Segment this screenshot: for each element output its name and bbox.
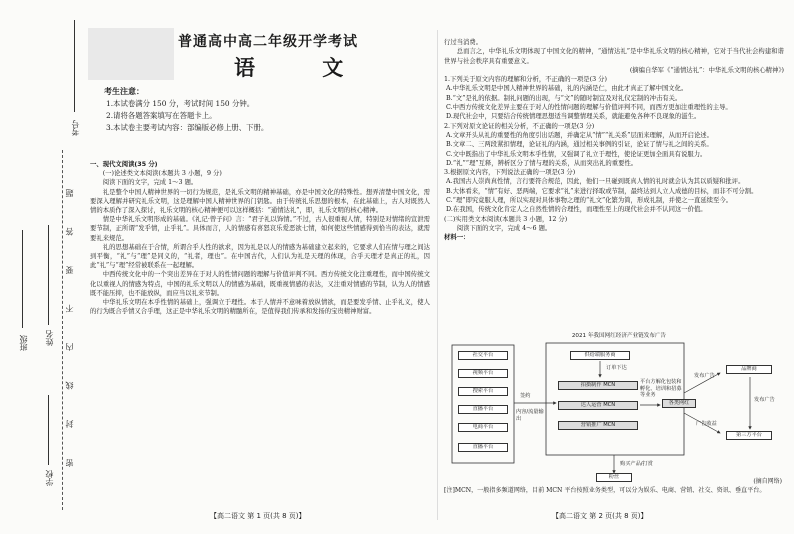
- passage-paragraph: 礼是整个中国人精神世界的一切行为规范，是礼乐文明的精神基础，亦是中国文化的特殊性。想弄清楚中国文化，需要深入理解并研究礼乐文明，这是理解中国人精神世界的门钥匙。由于传统礼乐思想的根本，在此基础上，古人对既然人情的本质作了深入探讨，礼乐文明的核心精神便可以这样概括：“通情达礼”，即，礼乐文明的核心精神。: [90, 188, 430, 215]
- part-instruction: 阅读下面的文字，完成 1～3 题。: [102, 179, 198, 187]
- q2-option-b: B.文章二、三两段紧扣情理，论证礼的内涵，通过相关事例的引证，论证了情与礼之间的关系。: [446, 141, 713, 149]
- question-2: 2.下列对原文论证的相关分析，不正确的一项是(3 分): [444, 122, 595, 130]
- mcn-node: 拍摄制作 MCN: [558, 381, 638, 390]
- platform-node: 社交平台: [458, 351, 508, 360]
- passage-paragraph: 礼的思想基础在于合情，所谓合乎人性的欲求，因为礼是以人的情感为基础建立起来的，它要求人们在情与理之间达到平衡，“礼”与“理”是同义的，“礼者，理也”。在中国古代，人们认为礼是天理的体现，合乎天理才是真正的礼，因此“礼”与“理”经常被联系在一起理解。: [90, 243, 430, 270]
- passage-paragraph: 中西传统文化中的一个突出差异在于对人的性情问题的理解与价值评判不同。西方传统文化注重理性，而中国传统文化以重视人的情感为特点，中国的礼乐文明以人的情感为基础，既重视情感的表达，又注重对情感的节制，认为人的情感既不能压抑，也不能放纵，而应当以礼来节制。: [90, 271, 430, 297]
- industry-chain-diagram: [450, 333, 784, 488]
- q3-option-a: A.我国古人崇尚真性情，言行要符合规范，因此，他们一旦碰到既真人情的礼时就会认为其以质疑和批评。: [446, 178, 745, 186]
- diagram-source: (摘自网络): [753, 478, 782, 485]
- content-output-label: 内容/流量输出: [516, 409, 544, 422]
- seal-line-text: 密 封 线 内 不 要 答 题: [65, 175, 74, 467]
- kaohao-label: 考号: [71, 120, 80, 136]
- seal-dash-line: [62, 150, 63, 510]
- q1-option-a: A.中华礼乐文明是中国人精神世界的基础，礼的内涵是仁，由此才真正了解中国文化。: [446, 85, 688, 93]
- q2-option-d: D.“礼”“理”互释，辨析区分了情与理的关系，从而突出礼的重要性。: [446, 159, 638, 167]
- notice-item: 3.本试卷主要考试内容：部编版必修上册、下册。: [106, 123, 269, 132]
- reading-passage: [90, 160, 430, 316]
- passage-tail: 行过当消费。: [444, 39, 483, 46]
- sign-label: 签约: [520, 393, 531, 399]
- q3-option-c: C.“理”即究竟服人理，所以实现对具体事物之理的“礼文”化繁为简，形成礼制，并使之一直延续至今。: [446, 197, 733, 205]
- supply-service-node: 供给端服务商: [570, 351, 630, 360]
- section-heading: 一、现代文阅读(35 分): [90, 161, 158, 168]
- passage-conclusion: 总而言之，中华礼乐文明体现了中国文化的精神，“通情达礼”是中华礼乐文明的核心精神，它对于当代社会构建和谐世界与社会秩序具有重要意义。: [444, 48, 784, 65]
- passage-paragraph: 情是中华礼乐文明形成的基础。《礼记·曾子问》言：“君子礼以饰情。”不过，古人很重视人情，特别是对情绪的宣泄需要节制，正所谓“发乎情，止乎礼”。具体而言，人的情感有喜怒哀乐爱恶欲七情，如何使这些情感得到恰当的表达，就需要礼来规范。: [90, 216, 430, 242]
- platform-node: 视频平台: [458, 369, 508, 378]
- influencer-node: 各类网红: [662, 399, 696, 408]
- material-label: 材料一：: [444, 234, 470, 242]
- notice-title: 考生注意：: [104, 87, 144, 96]
- question-3: 3.根据原文内容，下列说法正确的一项是(3 分): [444, 169, 576, 177]
- q1-option-b: B.“文”是礼的依据。制礼问题的出现，与“文”的随时制宜及对礼仪定制的冲击有关。: [446, 94, 682, 102]
- q1-option-c: C.中西方传统文化差异主要在于对人的性情问题的理解与价值评判不同，而西方更加注重理性的主导。: [446, 104, 732, 112]
- platform-node: 搜索平台: [458, 387, 508, 396]
- notice-item: 2.请将各题答案填写在答题卡上。: [106, 111, 217, 120]
- incubation-note: 平台方解化包装和孵化、培训和招募等业务: [640, 379, 682, 398]
- xingming-blank: [48, 225, 49, 325]
- page-2: [444, 0, 788, 534]
- passage-paragraph: 中华礼乐文明在本乎性情的基础上，强调立于理性。本于人情并不意味着放纵情欲，而是要发乎情、止乎礼义，使人的行为既合乎情又合乎理，这正是中华礼乐文明的精髓所在，是值得我们传承和发扬的宝贵精神财富。: [90, 299, 430, 316]
- q2-option-a: A.文章开头从礼的重要性的角度引出话题，并确定从“情”“礼关系”层面来理解，从而开启论述。: [446, 131, 713, 139]
- page-divider: [437, 30, 438, 520]
- kaohao-blank: [74, 20, 75, 112]
- binding-gutter: [0, 0, 80, 534]
- part-heading: (一)论述类文本阅读(本题共 3 小题，9 分): [102, 170, 222, 178]
- page-1: [82, 0, 432, 534]
- banji-label: 班级: [19, 335, 28, 351]
- subject-title: 语 文: [234, 55, 374, 80]
- banji-blank: [22, 230, 23, 328]
- questions-area: [444, 38, 784, 243]
- diagram-title: 2021 年我国网红经济产业链发布广告: [571, 333, 667, 339]
- ad-revenue-label: 广告收益: [696, 421, 717, 427]
- q2-option-c: C.文中既指出了中华礼乐文明本乎性情，又强调了礼立于理性，使论证更加全面具有说服力。: [446, 150, 707, 158]
- platform-node: 直播平台: [458, 405, 508, 414]
- q3-option-d: D.在我国，传统文化肯定人之自然性情的合理性，而理性至上的现代社会并不认同这一价值。: [446, 206, 707, 214]
- question-1: 1.下列关于原文内容的理解和分析，不正确的一项是(3 分): [444, 76, 607, 84]
- fans-node: 粉丝: [596, 473, 632, 482]
- brand-node: 品牌商: [726, 365, 772, 374]
- q1-option-d: D.现代社会中，只要结合传统情理思想适当调整情理关系，就能避免各种不良现象的滋生。: [446, 113, 701, 121]
- part2-heading: (二)实用类文本阅读(本题共 3 小题，12 分): [444, 215, 568, 223]
- third-party-node: 第三方平台: [726, 431, 772, 440]
- exam-title: 普通高中高二年级开学考试: [178, 34, 358, 50]
- order-label: 订单下达: [606, 365, 627, 371]
- notice-item: 1.本试卷满分 150 分，考试时间 150 分钟。: [106, 99, 255, 108]
- diagram-note: [注]MCN，一般指多频道网络，目前 MCN 平台按照业务类型，可以分为娱乐、电商、营销、社交、资讯、垂直平台。: [444, 487, 766, 494]
- mcn-node: 营销推广 MCN: [558, 421, 638, 430]
- platform-node: 电商平台: [458, 423, 508, 432]
- ad-label: 发布广告: [694, 373, 715, 379]
- ad-label: 发布广告: [754, 397, 775, 403]
- xuexiao-blank: [48, 395, 49, 465]
- q3-option-b: B.大体看来，“情”有好、恶两端，它要求“礼”来进行择取或节制，最终达到人立人成德的目标，而非不可分割。: [446, 187, 758, 195]
- page-footer: 【高二语文 第 2 页(共 8 页)】: [552, 512, 648, 520]
- xingming-label: 姓名: [45, 330, 54, 346]
- page-footer: 【高二语文 第 1 页(共 8 页)】: [210, 512, 306, 520]
- part2-instruction: 阅读下面的文字，完成 4～6 题。: [456, 224, 552, 232]
- platform-node: 直播平台: [458, 443, 508, 452]
- xuexiao-label: 学校: [45, 470, 54, 486]
- passage-source: (摘编自华军《“通情达礼”：中华礼乐文明的核心精神》): [629, 66, 784, 74]
- exam-notice: [96, 86, 426, 134]
- purchase-label: 购买产品/打赏: [620, 461, 653, 467]
- mcn-node: 达人运营 MCN: [558, 401, 638, 410]
- header-logo-area: [88, 28, 174, 80]
